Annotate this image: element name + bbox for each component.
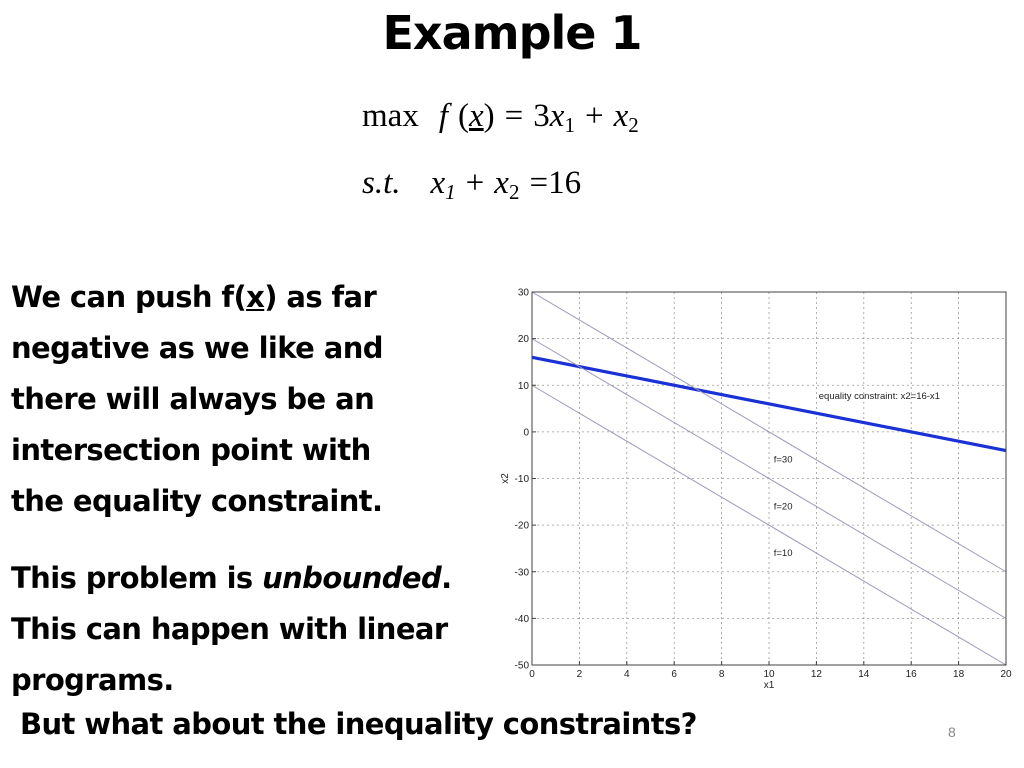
x-tick-label: 10 <box>763 669 775 680</box>
x-tick-label: 2 <box>576 669 583 680</box>
slide-title: Example 1 <box>382 6 642 60</box>
y-axis-label: x2 <box>500 473 511 484</box>
y-tick-label: -20 <box>514 520 529 532</box>
para2-line1: This problem is unbounded. <box>11 561 452 595</box>
y-tick-label: 10 <box>517 380 529 392</box>
contour-annotation: f=30 <box>773 454 793 466</box>
contour-annotation: f=20 <box>773 501 793 513</box>
y-tick-label: -10 <box>514 474 529 485</box>
para1-line5: the equality constraint. <box>11 484 383 518</box>
x-tick-label: 8 <box>718 669 725 680</box>
constraint-equation: s.t. $x_1 + x_2 =16$ <box>362 165 582 204</box>
y-tick-label: -40 <box>514 613 529 625</box>
y-tick-label: -50 <box>514 660 529 672</box>
para2-line3: programs. <box>11 663 174 697</box>
x-tick-label: 12 <box>810 669 822 680</box>
y-tick-label: 0 <box>523 427 529 439</box>
equality-constraint-annotation: equality constraint: x2=16-x1 <box>818 391 940 403</box>
para1-line1: We can push f(x) as far <box>11 280 377 314</box>
objective-equation: max f $(x) = 3x_1 + x_2$ <box>362 98 639 137</box>
para2-line2: This can happen with linear <box>11 612 448 646</box>
y-tick-label: 20 <box>517 334 529 346</box>
x-tick-label: 4 <box>624 669 630 680</box>
explanation-paragraph <box>11 272 383 527</box>
x-tick-label: 0 <box>529 669 535 680</box>
unbounded-lp-chart <box>488 278 1018 698</box>
para1-line2: negative as we like and <box>11 331 383 365</box>
x-tick-label: 6 <box>671 669 677 680</box>
page-number: 8 <box>948 724 956 740</box>
question-text: But what about the inequality constraints? <box>20 707 697 741</box>
x-tick-label: 16 <box>905 669 917 680</box>
x-tick-label: 20 <box>1000 669 1012 680</box>
contour-annotation: f=10 <box>773 547 793 559</box>
y-tick-label: 30 <box>517 287 529 299</box>
x-axis-label: x1 <box>763 680 775 691</box>
y-tick-label: -30 <box>514 567 529 579</box>
unbounded-paragraph <box>11 553 452 706</box>
para1-line4: intersection point with <box>11 433 371 467</box>
x-tick-label: 14 <box>858 669 870 680</box>
para1-line3: there will always be an <box>11 382 375 416</box>
x-tick-label: 18 <box>953 669 965 680</box>
